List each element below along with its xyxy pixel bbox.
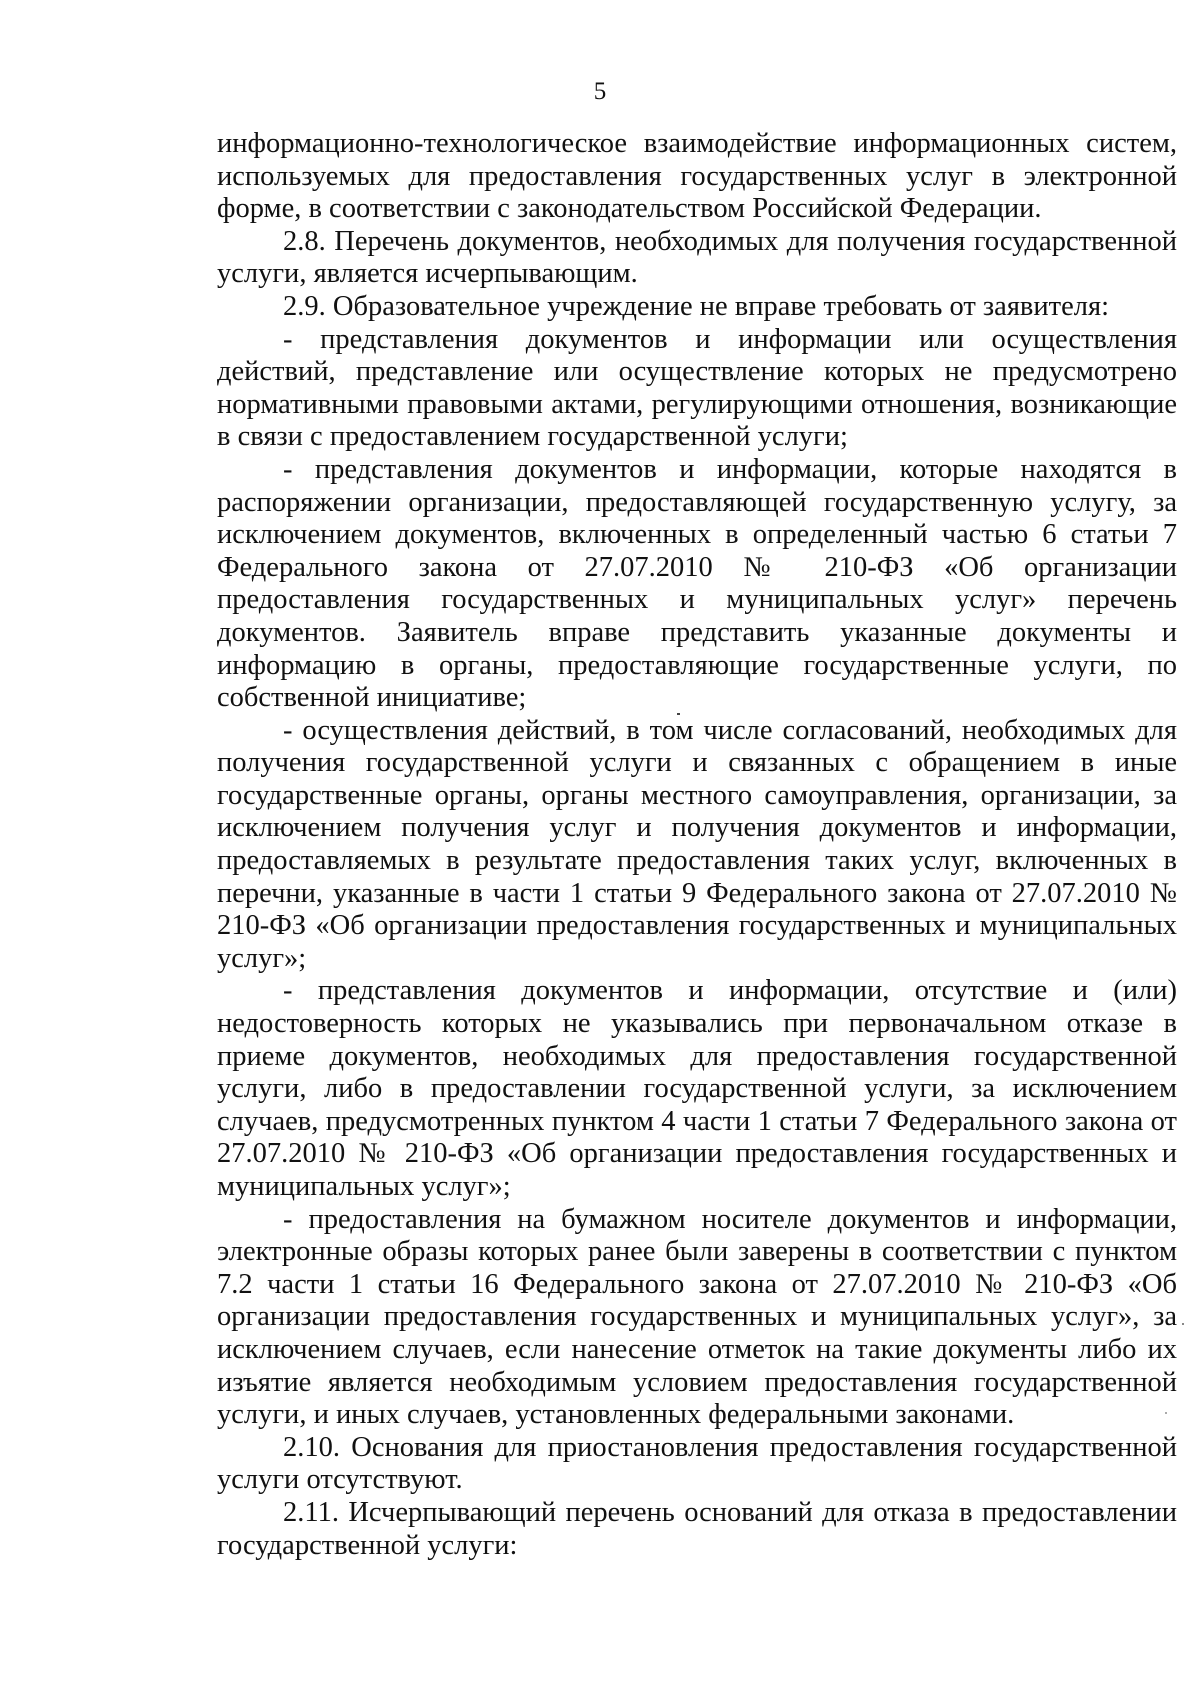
page-number: 5 <box>593 78 607 105</box>
list-item-normative-acts: - представления документов и информации или осуществления действий, представление или осуществление которых не предусмотрено нормативными правовыми актами, регулирующими отношения, возникающие в связи с предоставлением государственной услуги; <box>217 323 1177 453</box>
paragraph-2-9: 2.9. Образовательное учреждение не вправе требовать от заявителя: <box>283 290 1109 322</box>
document-body <box>217 128 1177 1562</box>
list-item-paper-documents: - предоставления на бумажном носителе документов и информации, электронные образы которых ранее были заверены в соответствии с пунктом 7.2 части 1 статьи 16 Федерального закона от 27.07.2010 № 210-ФЗ «Об организации предоставления государственных и муниципальных услуг», за исключением случаев, если нанесение отметок на такие документы либо их изъятие является необходимым условием предоставления государственной услуги, и иных случаев, установленных федеральными законами. <box>217 1203 1177 1431</box>
paragraph-2-10: 2.10. Основания для приостановления предоставления государственной услуги отсутствуют. <box>217 1431 1177 1496</box>
list-item-unreliable-documents: - представления документов и информации, отсутствие и (или) недостоверность которых не указывались при первоначальном отказе в приеме документов, необходимых для предоставления государственной услуги, либо в предоставлении государственной услуги, за исключением случаев, предусмотренных пунктом 4 части 1 статьи 7 Федерального закона от 27.07.2010 № 210-ФЗ «Об организации предоставления государственных и муниципальных услуг»; <box>217 975 1177 1202</box>
list-item-approvals: - осуществления действий, в том числе согласований, необходимых для получения государственной услуги и связанных с обращением в иные государственные органы, органы местного самоуправления, организации, за исключением получения услуг и получения документов и информации, предоставляемых в результате предоставления таких услуг, включенных в перечни, указанные в части 1 статьи 9 Федерального закона от 27.07.2010 № 210-ФЗ «Об организации предоставления государственных и муниципальных услуг»; <box>217 714 1177 974</box>
paragraph-2-11: 2.11. Исчерпывающий перечень оснований для отказа в предоставлении государственной услуги: <box>217 1496 1177 1561</box>
paragraph-continuation: информационно-технологическое взаимодействие информационных систем, используемых для предоставления государственных услуг в электронной форме, в соответствии с законодательством Российской Федерации. <box>217 128 1177 225</box>
paragraph-2-8: 2.8. Перечень документов, необходимых для получения государственной услуги, является исчерпывающим. <box>217 225 1177 290</box>
list-item-documents-in-possession: - представления документов и информации, которые находятся в распоряжении организации, предоставляющей государственную услугу, за исключением документов, включенных в определенный частью 6 статьи 7 Федерального закона от 27.07.2010 № 210-ФЗ «Об организации предоставления государственных и муниципальных услуг» перечень документов. Заявитель вправе представить указанные документы и информацию в органы, предоставляющие государственные услуги, по собственной инициативе; <box>217 453 1177 714</box>
